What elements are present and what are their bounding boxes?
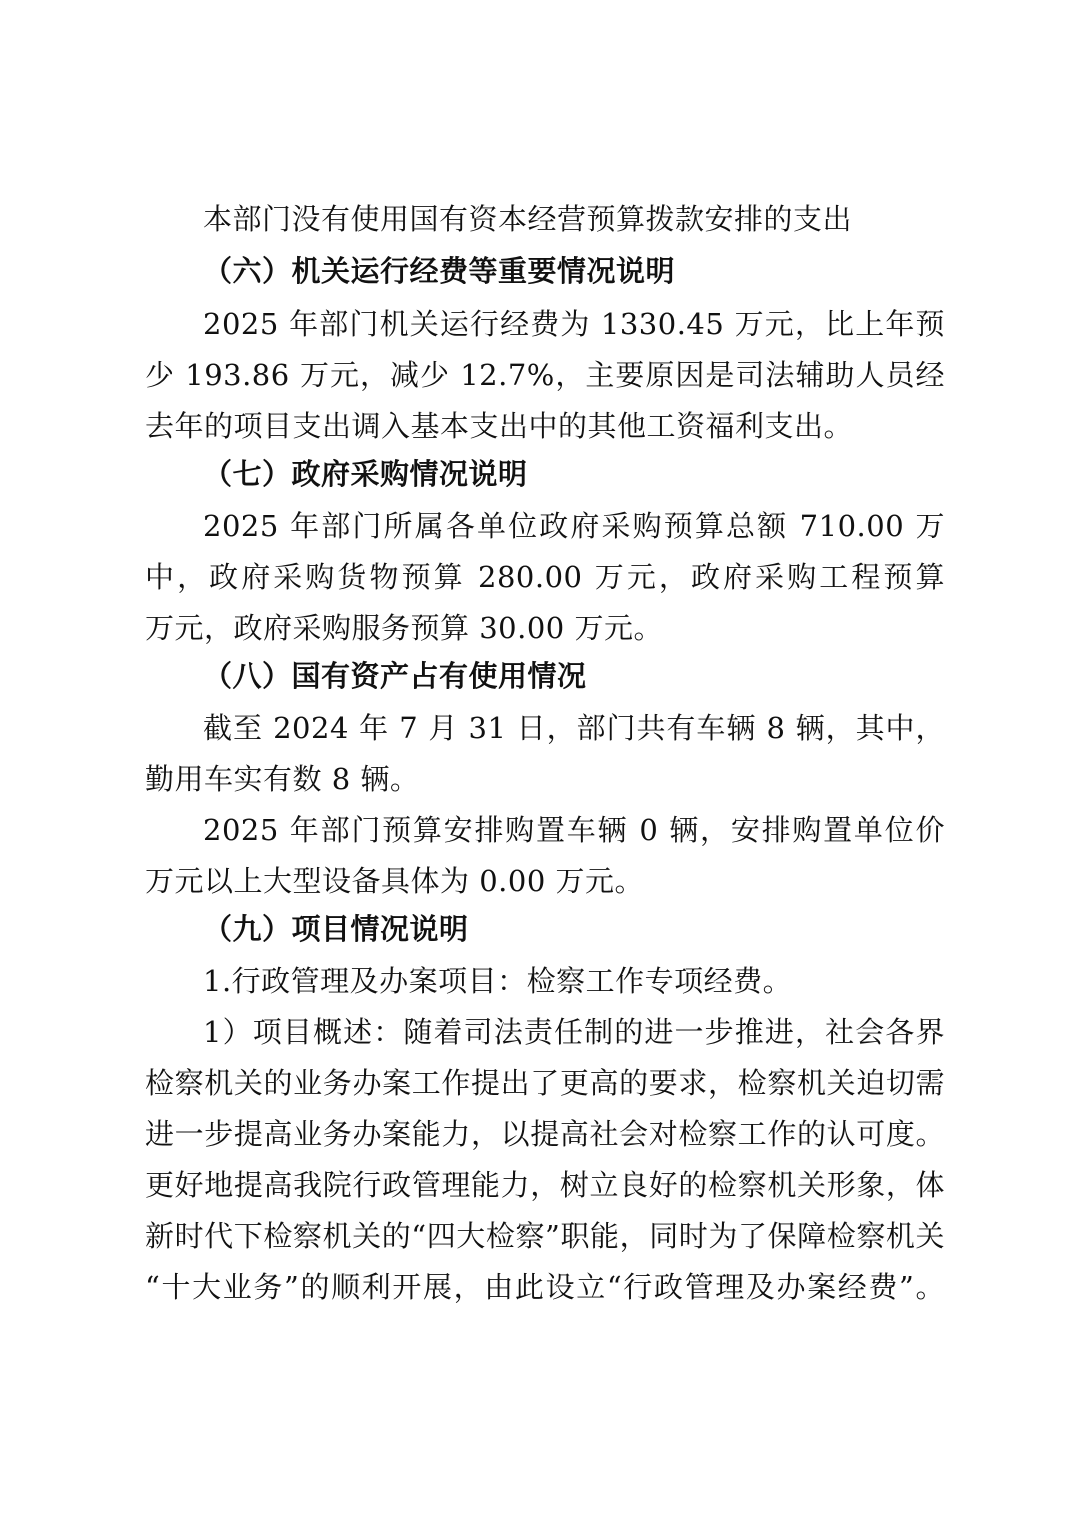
body-text-line: 勤用车实有数 8 辆。 <box>145 762 420 796</box>
section-heading-8: （八）国有资产占有使用情况 <box>203 659 587 693</box>
body-text-line: 新时代下检察机关的“四大检察”职能，同时为了保障检察机关 <box>145 1219 945 1253</box>
body-text-line: 1）项目概述：随着司法责任制的进一步推进，社会各界 <box>203 1015 945 1049</box>
body-text-line: 万元，政府采购服务预算 30.00 万元。 <box>145 611 663 645</box>
section-heading-9: （九）项目情况说明 <box>203 912 469 946</box>
body-text-line: 检察机关的业务办案工作提出了更高的要求，检察机关迫切需 <box>145 1066 945 1100</box>
body-text-line: 2025 年部门所属各单位政府采购预算总额 710.00 万 <box>203 509 945 543</box>
body-text-line: 更好地提高我院行政管理能力，树立良好的检察机关形象，体 <box>145 1168 945 1202</box>
body-text-line: 万元以上大型设备具体为 0.00 万元。 <box>145 864 645 898</box>
body-text-line: 少 193.86 万元，减少 12.7%，主要原因是司法辅助人员经 <box>145 358 945 392</box>
body-text-line: 1.行政管理及办案项目：检察工作专项经费。 <box>203 964 793 998</box>
section-heading-7: （七）政府采购情况说明 <box>203 457 528 491</box>
body-text-line: 去年的项目支出调入基本支出中的其他工资福利支出。 <box>145 409 854 443</box>
body-text-line: “十大业务”的顺利开展，由此设立“行政管理及办案经费”。 <box>145 1270 945 1304</box>
body-text-line: 进一步提高业务办案能力，以提高社会对检察工作的认可度。 <box>145 1117 945 1151</box>
body-text-line: 2025 年部门机关运行经费为 1330.45 万元，比上年预 <box>203 307 945 341</box>
body-text-line: 截至 2024 年 7 月 31 日，部门共有车辆 8 辆，其中， <box>203 711 945 745</box>
body-text-line: 本部门没有使用国有资本经营预算拨款安排的支出 <box>203 202 853 236</box>
body-text-line: 2025 年部门预算安排购置车辆 0 辆，安排购置单位价 <box>203 813 945 847</box>
section-heading-6: （六）机关运行经费等重要情况说明 <box>203 254 676 288</box>
body-text-line: 中，政府采购货物预算 280.00 万元，政府采购工程预算 <box>145 560 945 594</box>
